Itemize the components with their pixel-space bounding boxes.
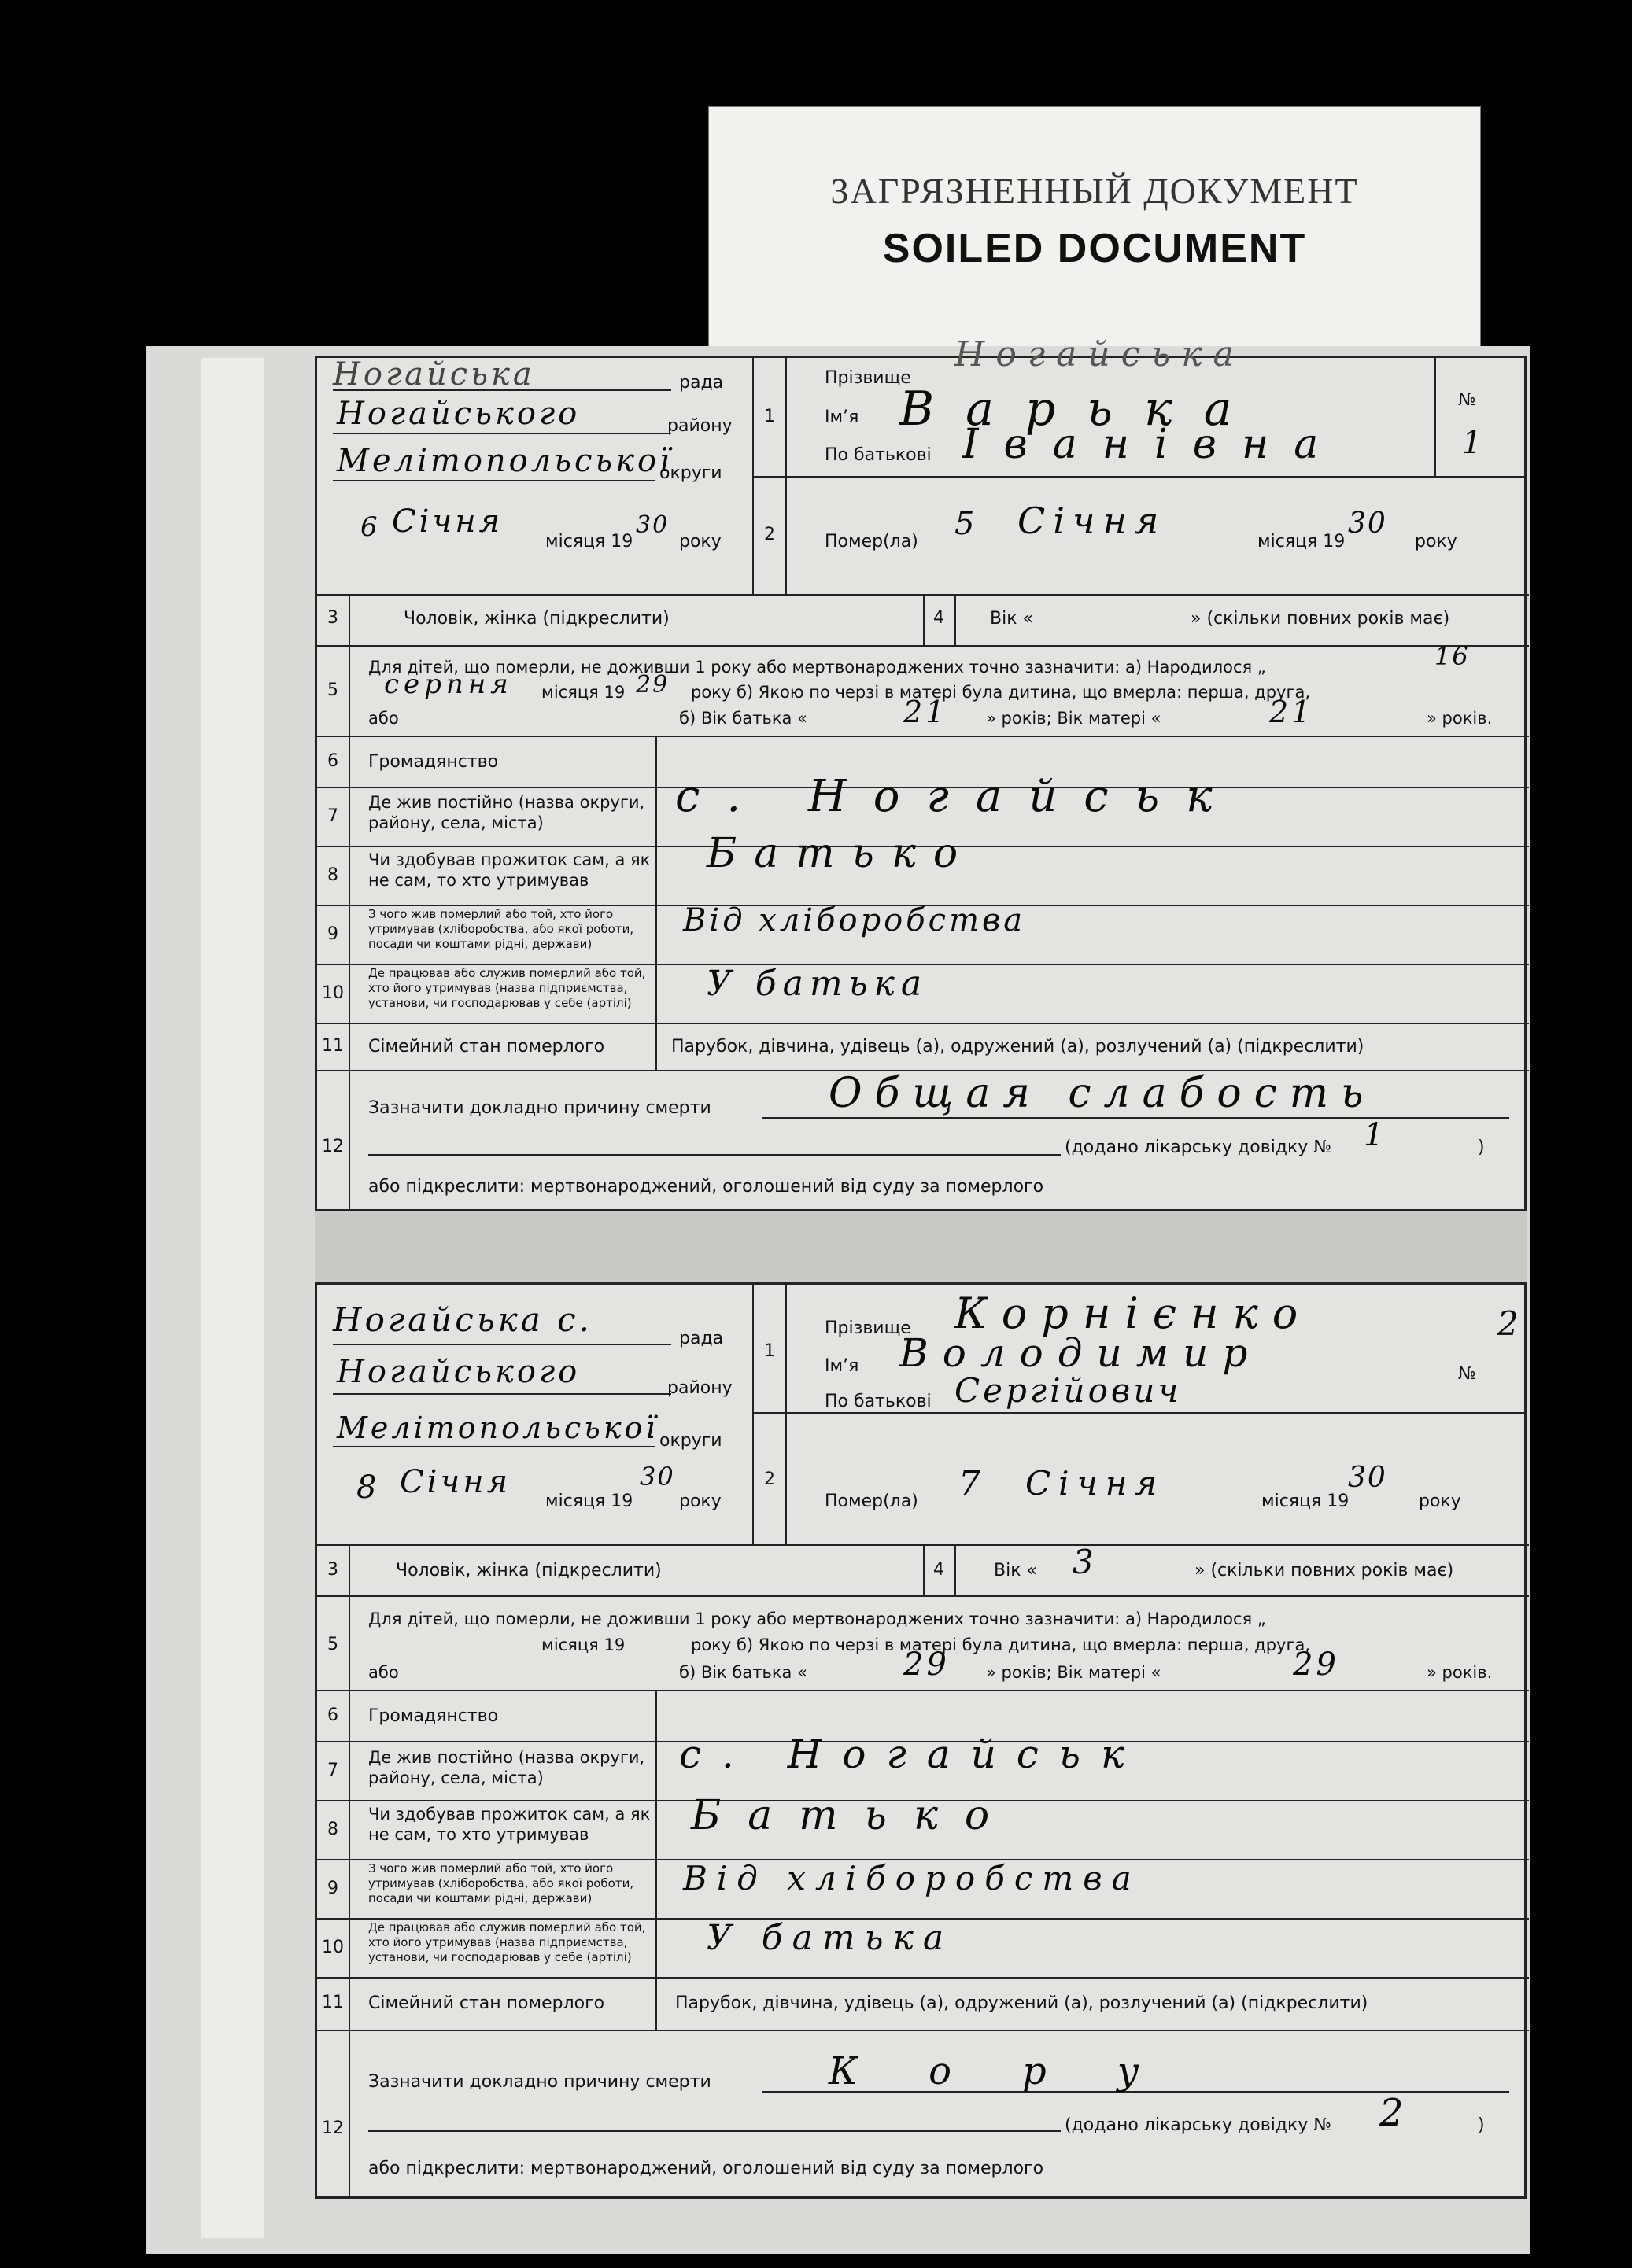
residence-label: Де жив постійно (назва округи, району, села, міста) [368,793,645,833]
okruha-name: Мелітопольської [337,443,673,479]
born-month-label: місяця 19 [541,683,626,702]
okrugy-label: округи [659,463,722,483]
section-10-number: 10 [322,983,344,1003]
section-4-number: 4 [933,1560,944,1580]
work-label: Де працював або служив померлий або той, хто його утримував (назва підприємства, установи, чи господарював у себе (артілі) [368,966,646,1010]
council-name: Ногайська с. [333,1300,593,1339]
years-suffix: » років. [1427,709,1493,728]
patronymic-value: Сергійович [954,1371,1182,1410]
certificate-number: 1 [1364,1117,1395,1153]
sex-label: Чоловік, жінка (підкреслити) [396,1561,662,1580]
death-day: 7 [958,1464,991,1504]
stillborn-label: або підкреслити: мертвонароджений, оголошений від суду за померлого [368,1177,1044,1197]
residence-label: Де жив постійно (назва округи, району, села, міста) [368,1748,645,1788]
misyatsia-label: місяця 19 [545,1492,633,1511]
certificate-close: ) [1478,2115,1485,2135]
support-value: Батько [691,1792,1017,1839]
age-suffix: » (скільки повних років має) [1191,609,1450,629]
death-year: 30 [1348,1462,1387,1494]
registration-year: 30 [640,1462,675,1492]
marital-options: Парубок, дівчина, удівець (а), одружений (а), розлучений (а) (підкреслити) [671,1037,1364,1057]
death-month: Січня [1025,1464,1165,1503]
or-label: або [368,709,399,728]
sex-label: Чоловік, жінка (підкреслити) [404,609,670,629]
name-value: Варька [899,382,1264,437]
section-8-number: 8 [327,1820,338,1839]
death-day: 5 [954,506,986,542]
number-label: № [1458,1364,1476,1384]
section-6-number: 6 [327,751,338,771]
citizenship-label: Громадянство [368,752,499,772]
section-10-number: 10 [322,1938,344,1957]
support-label: Чи здобував прожиток сам, а як не сам, то хто утримував [368,1805,651,1845]
surname-label: Прізвище [825,368,911,388]
paper-binding-strip [201,358,264,2238]
father-age-label: б) Вік батька « [679,709,807,728]
record-separator [315,1211,1527,1282]
stamp-russian-text: ЗАГРЯЗНЕННЫЙ ДОКУМЕНТ [830,171,1359,211]
mother-age: 29 [1293,1647,1339,1683]
born-month: серпня [384,669,513,700]
patronymic-label: По батькові [825,1392,932,1411]
mother-age-label: » років; Вік матері « [986,1663,1161,1682]
age-label: Вік « [994,1561,1037,1580]
registration-month: Січня [392,503,504,540]
surname-value: Корнієнко [954,1289,1313,1338]
residence-value: с. Ногайськ [675,771,1239,822]
name-label: Ім’я [825,408,859,427]
okrugy-label: округи [659,1431,722,1451]
section-7-number: 7 [327,806,338,826]
cause-value: Кору [829,2049,1210,2093]
name-value: Володимир [899,1330,1262,1376]
death-month-label: місяця 19 [1257,532,1346,551]
cause-value: Общая слабость [829,1070,1376,1117]
mother-age: 21 [1269,695,1314,729]
section-3-number: 3 [327,608,338,628]
years-suffix: » років. [1427,1663,1493,1682]
death-year: 30 [1348,507,1387,540]
section-12-number: 12 [322,1137,344,1156]
section-3-number: 3 [327,1560,338,1580]
registration-day: 6 [360,511,389,543]
age-suffix: » (скільки повних років має) [1194,1561,1454,1580]
death-record-form-1 [315,334,1527,1211]
registration-month: Січня [400,1464,511,1500]
certificate-label: (додано лікарську довідку № [1065,2115,1332,2135]
number-label: № [1458,390,1476,410]
died-label: Помер(ла) [825,1492,918,1511]
born-day: 16 [1434,641,1470,671]
father-age-label: б) Вік батька « [679,1663,807,1682]
section-2-number: 2 [764,1470,775,1489]
cause-label: Зазначити докладно причину смерти [368,1098,711,1118]
support-value: Батько [707,830,976,877]
marital-label: Сімейний стан померлого [368,1037,605,1057]
infant-birth-label: Для дітей, що померли, не доживши 1 року або мертвонароджених точно зазначити: а) Народилося „ [368,658,1266,677]
marital-label: Сімейний стан померлого [368,1993,605,2013]
section-1-number: 1 [764,407,775,426]
district-name: Ногайського [337,396,581,432]
section-2-number: 2 [764,525,775,544]
surname-value: Ногайська [954,334,1245,374]
section-11-number: 11 [322,1036,344,1056]
work-label: Де працював або служив померлий або той, хто його утримував (назва підприємства, установи, чи господарював у себе (артілі) [368,1920,646,1964]
section-4-number: 4 [933,608,944,628]
section-8-number: 8 [327,865,338,885]
section-5-number: 5 [327,680,338,700]
rada-label: рада [679,1329,724,1348]
age-label: Вік « [990,609,1033,629]
rayonu-label: району [667,1378,733,1398]
died-label: Помер(ла) [825,532,918,551]
citizenship-label: Громадянство [368,1706,499,1726]
registration-year: 30 [636,511,670,539]
section-12-number: 12 [322,2119,344,2138]
surname-label: Прізвище [825,1318,911,1338]
okruha-name: Мелітопольської [337,1411,659,1445]
section-6-number: 6 [327,1706,338,1725]
death-record-form-2 [315,1282,1530,2199]
section-9-number: 9 [327,924,338,944]
residence-value: с. Ногайськ [679,1731,1145,1777]
certificate-label: (додано лікарську довідку № [1065,1138,1332,1157]
work-value: У батька [707,1918,954,1958]
father-age: 29 [903,1647,950,1683]
name-label: Ім’я [825,1356,859,1376]
certificate-close: ) [1478,1138,1485,1157]
roku-label: року [1419,1492,1461,1511]
means-value: Від хліборобства [683,1859,1141,1897]
cause-label: Зазначити докладно причину смерти [368,2072,711,2092]
infant-birth-label: Для дітей, що померли, не доживши 1 року або мертвонароджених точно зазначити: а) Народилося „ [368,1610,1266,1628]
age-value: 3 [1073,1543,1105,1581]
section-11-number: 11 [322,1993,344,2012]
patronymic-label: По батькові [825,445,932,465]
soiled-document-label [708,106,1481,363]
rada-label: рада [679,373,724,393]
means-value: Від хліборобства [683,902,1026,939]
rayonu-label: району [667,416,733,436]
record-number: 1 [1462,425,1494,461]
registration-day: 8 [356,1470,388,1506]
father-age: 21 [903,695,948,729]
section-9-number: 9 [327,1879,338,1898]
roku-label: року [1415,532,1457,551]
certificate-number: 2 [1379,2091,1415,2135]
misyatsia-label: місяця 19 [545,532,633,551]
birth-order-label: року б) Якою по черзі в матері була дитина, що вмерла: перша, друга, [691,683,1311,702]
death-month-label: місяця 19 [1261,1492,1350,1511]
support-label: Чи здобував прожиток сам, а як не сам, то хто утримував [368,850,651,891]
or-label: або [368,1663,399,1682]
means-label: З чого жив померлий або той, хто його утримував (хліборобства, або якої роботи, посади чи коштами рідні, держави) [368,907,634,951]
death-month: Січня [1017,500,1167,542]
marital-options: Парубок, дівчина, удівець (а), одружений (а), розлучений (а) (підкреслити) [675,1993,1368,2013]
born-month-label: місяця 19 [541,1636,626,1654]
stamp-english-text: SOILED DOCUMENT [882,226,1307,271]
district-name: Ногайського [337,1354,581,1390]
means-label: З чого жив померлий або той, хто його утримував (хліборобства, або якої роботи, посади чи коштами рідні, держави) [368,1861,634,1905]
record-number: 2 [1497,1304,1530,1343]
roku-label: року [679,1492,722,1511]
work-value: У батька [707,964,929,1004]
stillborn-label: або підкреслити: мертвонароджений, оголошений від суду за померлого [368,2159,1044,2178]
born-year: 29 [636,671,670,699]
mother-age-label: » років; Вік матері « [986,709,1161,728]
birth-order-label: року б) Якою по черзі в матері була дитина, що вмерла: перша, друга, [691,1636,1311,1654]
section-1-number: 1 [764,1341,775,1361]
section-7-number: 7 [327,1761,338,1780]
section-5-number: 5 [327,1635,338,1654]
council-name: Ногайська [333,356,535,393]
roku-label: року [679,532,722,551]
patronymic-value: Іванівна [962,421,1344,468]
